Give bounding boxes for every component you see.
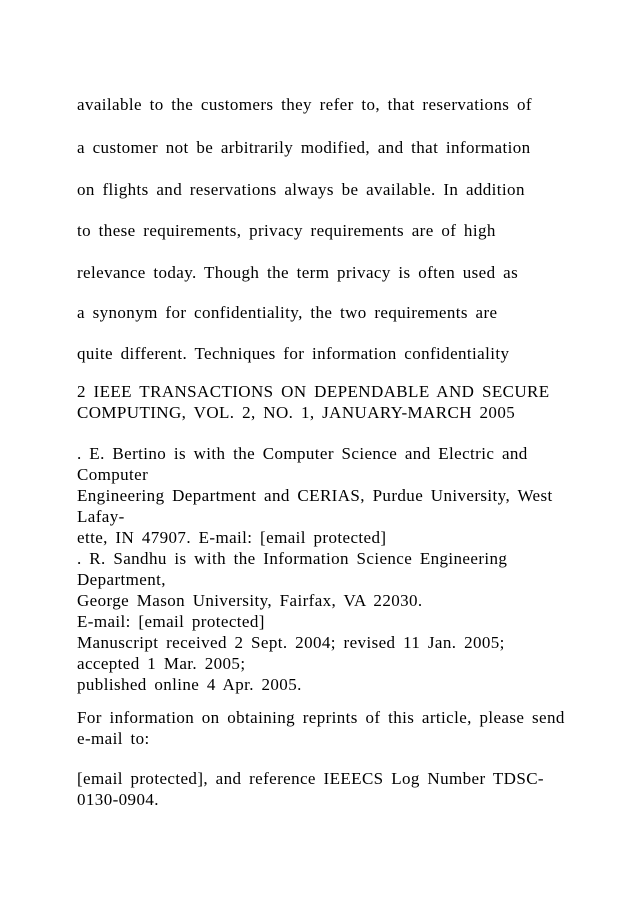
author-note-line: ette, IN 47907. E-mail: [email protected]: [77, 528, 387, 547]
author-note-line: George Mason University, Fairfax, VA 22030.: [77, 591, 423, 610]
reprint-info-line: For information on obtaining reprints of this article, please send: [77, 708, 565, 727]
body-line: a synonym for confidentiality, the two requirements are: [77, 303, 498, 322]
body-line: relevance today. Though the term privacy is often used as: [77, 263, 519, 282]
journal-header-line: COMPUTING, VOL. 2, NO. 1, JANUARY-MARCH 2005: [77, 403, 516, 422]
journal-header: [77, 381, 577, 423]
journal-header-line: 2 IEEE TRANSACTIONS ON DEPENDABLE AND SECURE: [77, 382, 550, 401]
author-note-line: Computer: [77, 465, 149, 484]
body-line: on flights and reservations always be available. In addition: [77, 180, 525, 199]
reference-info: [77, 768, 577, 810]
body-line: to these requirements, privacy requirements are of high: [77, 221, 496, 240]
author-note-line: . R. Sandhu is with the Information Science Engineering: [77, 549, 508, 568]
author-notes: [77, 443, 577, 695]
author-note-line: published online 4 Apr. 2005.: [77, 675, 302, 694]
author-note-line: . E. Bertino is with the Computer Science and Electric and: [77, 444, 528, 463]
reference-info-line: 0130-0904.: [77, 790, 159, 809]
reprint-info-line: e-mail to:: [77, 729, 150, 748]
author-note-line: Department,: [77, 570, 166, 589]
reprint-info: [77, 707, 577, 749]
author-note-line: Lafay-: [77, 507, 125, 526]
body-line: a customer not be arbitrarily modified, and that information: [77, 138, 531, 157]
author-note-line: Engineering Department and CERIAS, Purdue University, West: [77, 486, 553, 505]
body-line: quite different. Techniques for information confidentiality: [77, 344, 510, 363]
author-note-line: accepted 1 Mar. 2005;: [77, 654, 246, 673]
author-note-line: E-mail: [email protected]: [77, 612, 265, 631]
reference-info-line: [email protected], and reference IEEECS Log Number TDSC-: [77, 769, 544, 788]
author-note-line: Manuscript received 2 Sept. 2004; revised 11 Jan. 2005;: [77, 633, 505, 652]
body-line: available to the customers they refer to, that reservations of: [77, 95, 532, 114]
